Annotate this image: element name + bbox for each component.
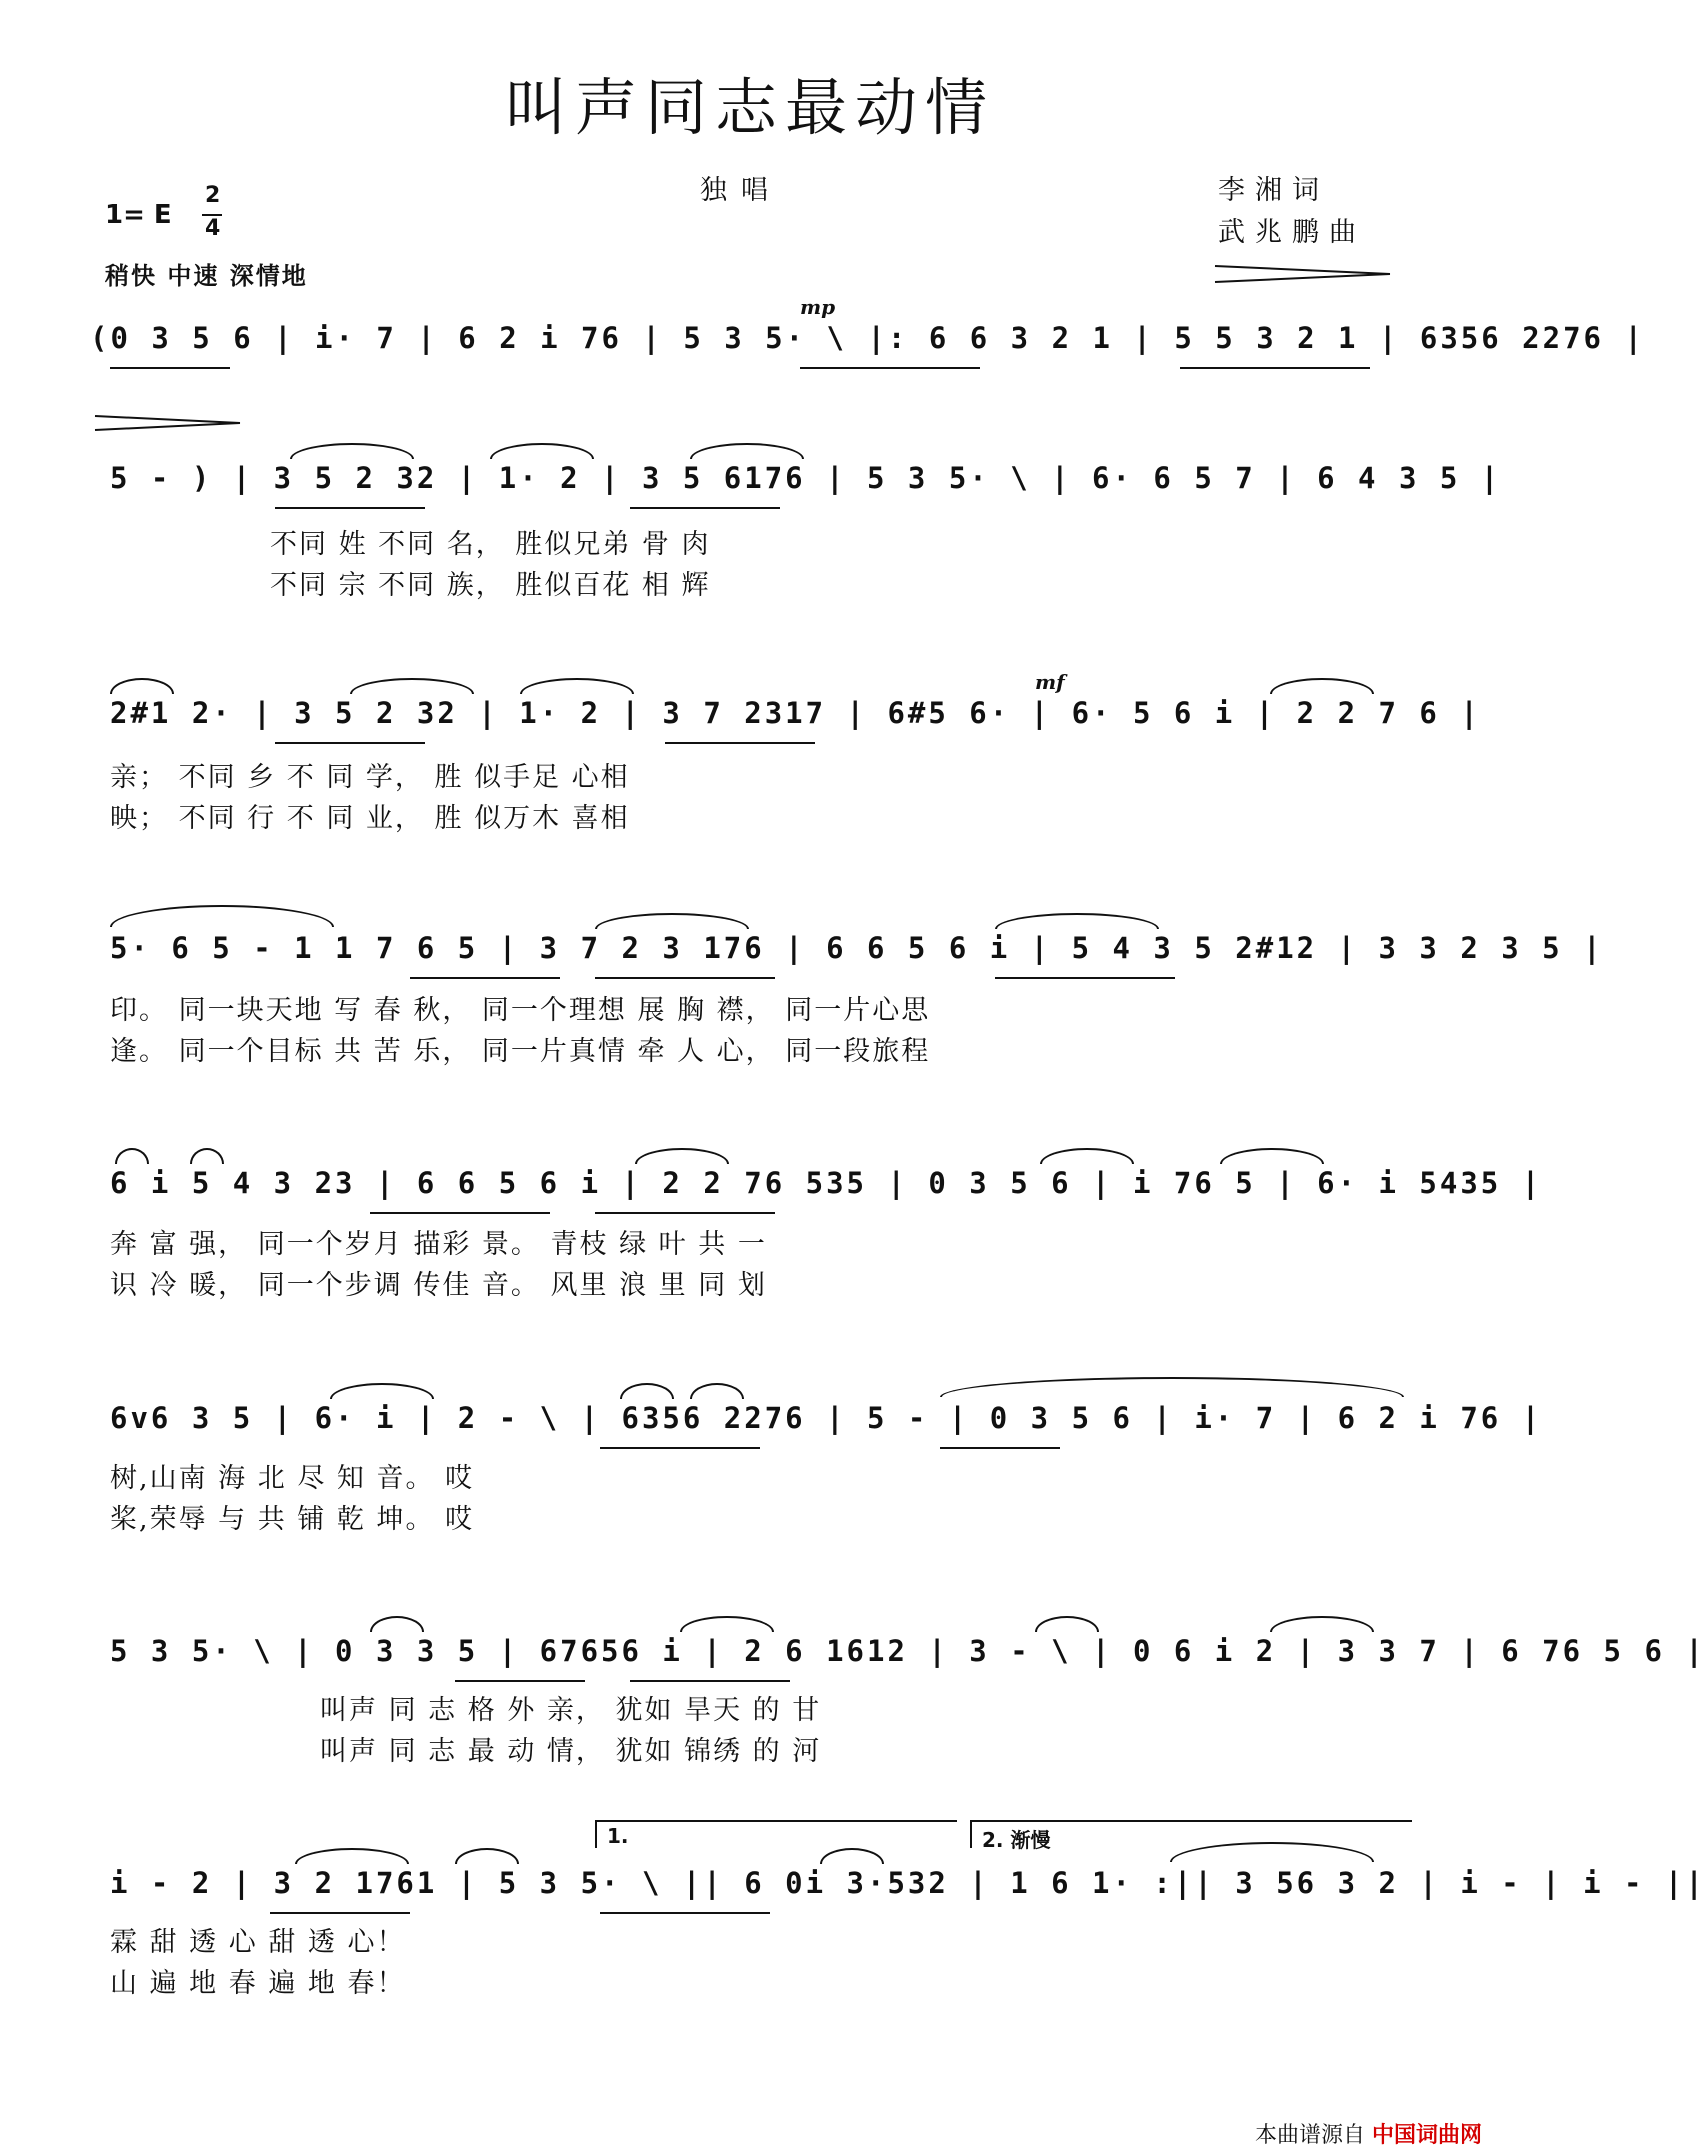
beam-line <box>1180 367 1370 369</box>
beam-line <box>455 1680 585 1682</box>
system-3-lyric-verse-1: 亲； 不同 乡 不 同 学， 胜 似手足 心相 <box>110 762 630 793</box>
slur-mark <box>1270 1616 1374 1632</box>
system-8-lyric-verse-2: 山 遍 地 春 遍 地 春！ <box>110 1968 406 1999</box>
beam-line <box>595 1212 775 1214</box>
system-7-notes: 5 3 5· \ | 0 3 3 5 | 67656 i | 2 6 1612 | 3 - \ | 0 6 i 2 | 3 3 7 | 6 76 5 6 | <box>110 1634 1706 1668</box>
beam-line <box>630 1680 790 1682</box>
page-footer <box>1255 2118 1482 2149</box>
system-6-notes: 6v6 3 5 | 6· i | 2 - \ | 6356 2276 | 5 - | 0 3 5 6 | i· 7 | 6 2 i 76 | <box>110 1401 1543 1435</box>
system-8-lyric-verse-1: 霖 甜 透 心 甜 透 心！ <box>110 1927 406 1958</box>
beam-line <box>275 507 425 509</box>
tempo-marking: 稍快 中速 深情地 <box>105 262 308 290</box>
tie-mark <box>110 905 334 927</box>
beam-line <box>630 507 780 509</box>
system-2-lyric-verse-1: 不同 姓 不同 名， 胜似兄弟 骨 肉 <box>270 529 711 560</box>
slur-mark <box>115 1148 149 1164</box>
slur-mark <box>190 1148 224 1164</box>
score-system-3 <box>0 670 1500 760</box>
system-8-notes: i - 2 | 3 2 1761 | 5 3 5· \ || 6 0i 3·532 | 1 6 1· :|| 3 56 3 2 | i - | i - || <box>110 1866 1706 1900</box>
slur-mark <box>690 443 804 459</box>
beam-line <box>270 1912 410 1914</box>
system-3-notes: 2#1 2· | 3 5 2 32 | 1· 2 | 3 7 2317 | 6#5 6· | 6· 5 6 i | 2 2 7 6 | <box>110 696 1481 730</box>
performance-type: 独唱 <box>700 175 782 206</box>
footer-source-label: 本曲谱源自 <box>1255 2123 1366 2148</box>
score-system-4 <box>0 925 1604 995</box>
beam-line <box>665 742 815 744</box>
volta-bracket-1 <box>595 1820 957 1848</box>
score-system-6 <box>0 1395 1543 1465</box>
slur-mark <box>1270 678 1374 694</box>
system-6-lyric-verse-1: 树,山南 海 北 尽 知 音。 哎 <box>110 1463 475 1494</box>
beam-line <box>995 977 1175 979</box>
beam-line <box>800 367 980 369</box>
slur-mark <box>690 1383 744 1399</box>
system-4-lyric-verse-2: 逢。 同一个目标 共 苦 乐， 同一片真情 牵 人 心， 同一段旅程 <box>110 1036 931 1067</box>
slur-mark <box>680 1616 774 1632</box>
system-4-notes: 5· 6 5 - 1 1 7 6 5 | 3 7 2 3 176 | 6 6 5 6 i | 5 4 3 5 2#12 | 3 3 2 3 5 | <box>110 931 1604 965</box>
system-4-lyric-verse-1: 印。 同一块天地 写 春 秋， 同一个理想 展 胸 襟， 同一片心思 <box>110 995 931 1026</box>
system-5-notes: 6 i 5 4 3 23 | 6 6 5 6 i | 2 2 76 535 | 0 3 5 6 | i 76 5 | 6· i 5435 | <box>110 1166 1543 1200</box>
slur-mark <box>370 1616 424 1632</box>
slur-mark <box>1040 1148 1134 1164</box>
tie-mark <box>940 1377 1404 1397</box>
beam-line <box>600 1447 760 1449</box>
footer-site-link[interactable]: 中国词曲网 <box>1372 2123 1483 2148</box>
slur-mark <box>820 1848 884 1864</box>
system-7-lyric-verse-2: 叫声 同 志 最 动 情， 犹如 锦绣 的 河 <box>320 1736 822 1767</box>
system-1-notes: (0 3 5 6 | i· 7 | 6 2 i 76 | 5 3 5· \ |: 6 6 3 2 1 | 5 5 3 2 1 | 6356 2276 | <box>90 321 1645 355</box>
time-signature-denominator: 4 <box>205 216 221 241</box>
slur-mark <box>455 1848 519 1864</box>
score-system-1 <box>0 295 1645 385</box>
beam-line <box>110 367 230 369</box>
system-5-lyric-verse-2: 识 冷 暖， 同一个步调 传佳 音。 风里 浪 里 同 划 <box>110 1270 767 1301</box>
lyricist-credit: 李湘词 <box>1218 175 1329 206</box>
beam-line <box>595 977 775 979</box>
system-2-lyric-verse-2: 不同 宗 不同 族， 胜似百花 相 辉 <box>270 570 711 601</box>
system-7-lyric-verse-1: 叫声 同 志 格 外 亲， 犹如 旱天 的 甘 <box>320 1695 822 1726</box>
system-3-lyric-verse-2: 映； 不同 行 不 同 业， 胜 似万木 喜相 <box>110 803 630 834</box>
decrescendo-hairpin <box>95 413 245 433</box>
score-system-5 <box>0 1160 1543 1230</box>
slur-mark <box>635 1148 729 1164</box>
slur-mark <box>290 443 414 459</box>
beam-line <box>940 1447 1060 1449</box>
system-6-lyric-verse-2: 桨,荣辱 与 共 铺 乾 坤。 哎 <box>110 1504 475 1535</box>
system-2-notes: 5 - ) | 3 5 2 32 | 1· 2 | 3 5 6176 | 5 3 5· \ | 6· 6 5 7 | 6 4 3 5 | <box>110 461 1502 495</box>
page-title: 叫声同志最动情 <box>504 71 995 144</box>
beam-line <box>410 977 560 979</box>
slur-mark <box>295 1848 409 1864</box>
slur-mark <box>595 913 749 929</box>
slur-mark <box>620 1383 674 1399</box>
beam-line <box>370 1212 550 1214</box>
time-signature-numerator: 2 <box>205 183 221 208</box>
slur-mark <box>330 1383 434 1399</box>
system-5-lyric-verse-1: 奔 富 强， 同一个岁月 描彩 景。 青枝 绿 叶 共 一 <box>110 1229 767 1260</box>
key-signature: 1= E <box>105 200 172 230</box>
beam-line <box>600 1912 770 1914</box>
beam-line <box>275 742 425 744</box>
dynamic-mp: mp <box>800 295 836 319</box>
slur-mark <box>110 678 174 694</box>
volta-2-label: 2. 渐慢 <box>982 1828 1051 1852</box>
score-system-2 <box>0 455 1500 525</box>
slur-mark <box>995 913 1159 929</box>
slur-mark <box>1220 1148 1324 1164</box>
slur-mark <box>1035 1616 1099 1632</box>
volta-bracket-2 <box>970 1820 1412 1852</box>
slur-mark <box>520 678 634 694</box>
decrescendo-hairpin <box>1215 262 1395 286</box>
slur-mark <box>350 678 474 694</box>
volta-1-label: 1. <box>607 1824 629 1848</box>
slur-mark <box>490 443 594 459</box>
dynamic-mf: mf <box>1035 670 1065 694</box>
composer-credit: 武兆鹏曲 <box>1218 217 1366 248</box>
